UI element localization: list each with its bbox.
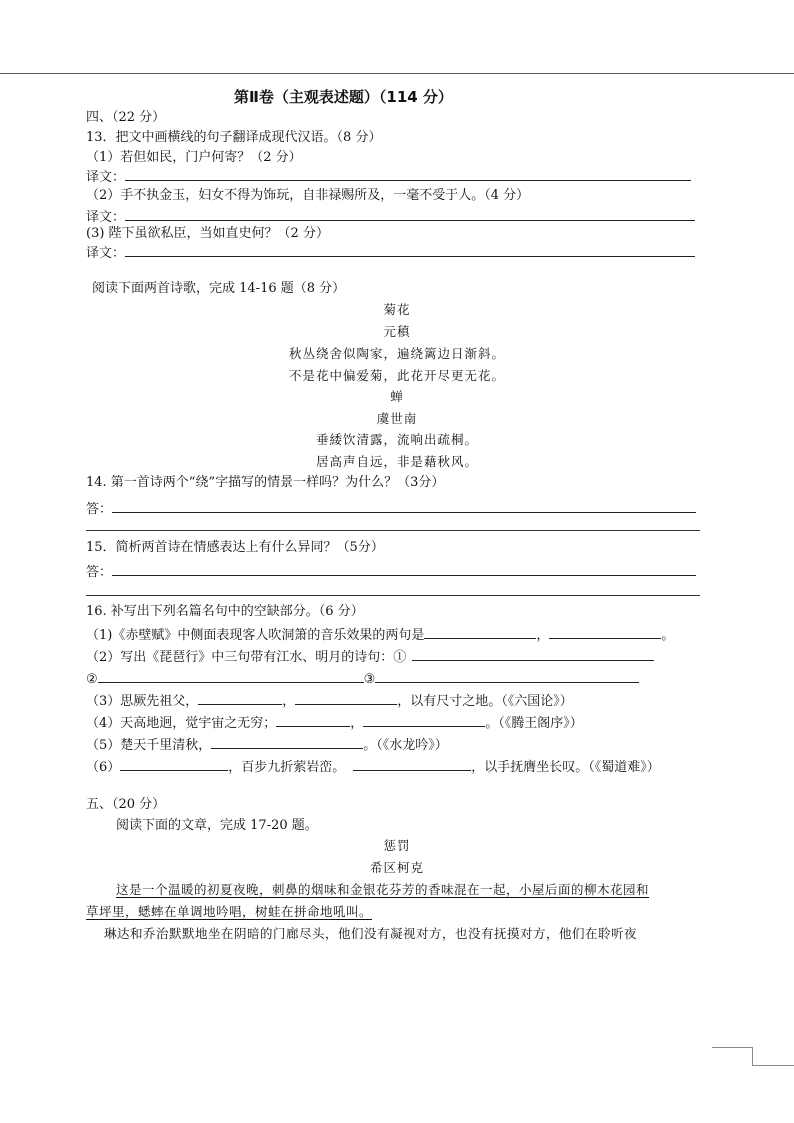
q16-line-1-text: （1)《赤壁赋》中侧面表现客人吹洞箫的音乐效果的两句是 xyxy=(86,628,425,643)
question-13-item-1: （1）若但如民，门户何寄？（2 分） xyxy=(86,150,302,165)
fill-blank[interactable] xyxy=(276,714,350,727)
answer-label: 答： xyxy=(86,565,113,580)
q16-line-6-end: ，以手抚膺坐长叹。（《蜀道难》） xyxy=(471,760,660,775)
answer-label: 答： xyxy=(86,502,113,517)
q16-line-1-comma: ， xyxy=(536,628,550,643)
q16-line-3-end: ，以有尺寸之地。（《六国论》） xyxy=(397,694,573,709)
story-title: 惩罚 xyxy=(383,838,411,853)
poem-2-author: 虞世南 xyxy=(376,411,418,426)
q16-line-6-mid: ，百步九折萦岩峦。 xyxy=(228,760,346,775)
story-paragraph-1-line-1: 这是一个温暖的初夏夜晚，刺鼻的烟味和金银花芬芳的香味混在一起，小屋后面的柳木花园和 xyxy=(116,882,650,897)
story-paragraph-1-line-2: 草坪里，蟋蟀在单调地吟唱，树蛙在拼命地吼叫。 xyxy=(86,904,373,919)
answer-label: 译文： xyxy=(86,246,126,261)
answer-label: 译文： xyxy=(86,210,126,225)
q16-line-5-end: 。（《水龙吟》） xyxy=(363,738,448,753)
poem-2-title: 蝉 xyxy=(390,389,404,404)
corner-mark-vertical xyxy=(752,1047,753,1065)
question-15-prompt: 15．简析两首诗在情感表达上有什么异同？（5分） xyxy=(86,540,384,555)
story-paragraph-2-line-1: 琳达和乔治默默地坐在阴暗的门廊尽头，他们没有凝视对方，也没有抚摸对方，他们在聆听夜 xyxy=(104,926,638,941)
answer-blank[interactable] xyxy=(112,563,696,576)
q16-line-1-end: 。 xyxy=(661,628,675,643)
question-13-prompt: 13．把文中画横线的句子翻译成现代汉语。（8 分） xyxy=(86,130,382,145)
fill-blank[interactable] xyxy=(353,758,471,771)
answer-label: 译文： xyxy=(86,170,126,185)
section-four-heading: 四、（22 分） xyxy=(86,110,166,125)
poem-1-line-1: 秋丛绕舍似陶家，遍绕篱边日渐斜。 xyxy=(288,346,505,361)
story-author: 希区柯克 xyxy=(369,860,424,875)
corner-mark-line xyxy=(712,1047,752,1048)
q16-line-5-text: （5）楚天千里清秋， xyxy=(86,738,212,753)
question-13-item-3: (3) 陛下虽欲私臣，当如直史何？（2 分） xyxy=(86,226,329,241)
poem-1-title: 菊花 xyxy=(383,302,411,317)
question-14-prompt: 14. 第一首诗两个“绕”字描写的情景一样吗？为什么？（3分） xyxy=(86,475,445,490)
question-13-item-2: （2）手不执金玉，妇女不得为饰玩，自非禄赐所及，一毫不受于人。（4 分） xyxy=(86,188,530,203)
corner-mark-line xyxy=(752,1065,794,1066)
fill-blank[interactable] xyxy=(363,714,485,727)
section-five-intro: 阅读下面的文章，完成 17-20 题。 xyxy=(116,818,318,833)
q16-line-3-comma: ， xyxy=(282,694,296,709)
poem-1-line-2: 不是花中偏爱菊，此花开尽更无花。 xyxy=(288,368,505,383)
q16-line-2-text: （2）写出《琵琶行》中三句带有江水、明月的诗句： xyxy=(86,650,394,665)
poem-1-author: 元稹 xyxy=(383,324,411,339)
section-five-heading: 五、（20 分） xyxy=(86,797,166,812)
fill-blank[interactable] xyxy=(412,648,654,661)
answer-blank[interactable] xyxy=(125,168,691,181)
q16-line-3-text: （3）思厥先祖父， xyxy=(86,694,199,709)
fill-blank[interactable] xyxy=(295,692,397,705)
answer-line[interactable] xyxy=(86,530,700,531)
marker-1: ① xyxy=(393,650,407,665)
fill-blank[interactable] xyxy=(549,626,661,639)
fill-blank[interactable] xyxy=(198,692,282,705)
section-title: 第Ⅱ卷（主观表述题）（114 分） xyxy=(234,88,453,106)
poem-2-line-1: 垂緌饮清露，流响出疏桐。 xyxy=(315,432,478,447)
answer-blank[interactable] xyxy=(125,208,695,221)
fill-blank[interactable] xyxy=(98,670,364,683)
q16-line-6-text: （6） xyxy=(86,760,121,775)
question-16-prompt: 16. 补写出下列名篇名句中的空缺部分。（6 分） xyxy=(86,604,364,619)
top-rule xyxy=(0,73,794,74)
q16-line-4-comma: ， xyxy=(350,716,364,731)
poem-2-line-2: 居高声自远，非是藉秋风。 xyxy=(315,454,478,469)
fill-blank[interactable] xyxy=(120,758,228,771)
q16-line-4-text: （4）天高地迥，觉宇宙之无穷； xyxy=(86,716,277,731)
fill-blank[interactable] xyxy=(211,736,363,749)
answer-line[interactable] xyxy=(86,595,700,596)
fill-blank[interactable] xyxy=(424,626,536,639)
q16-line-4-end: 。（《腾王阁序》） xyxy=(485,716,583,731)
poem-intro: 阅读下面两首诗歌，完成 14-16 题（8 分） xyxy=(92,281,346,296)
marker-2: ② xyxy=(86,672,98,687)
fill-blank[interactable] xyxy=(375,670,639,683)
answer-blank[interactable] xyxy=(125,244,695,257)
answer-blank[interactable] xyxy=(112,500,696,513)
marker-3: ③ xyxy=(363,672,376,687)
